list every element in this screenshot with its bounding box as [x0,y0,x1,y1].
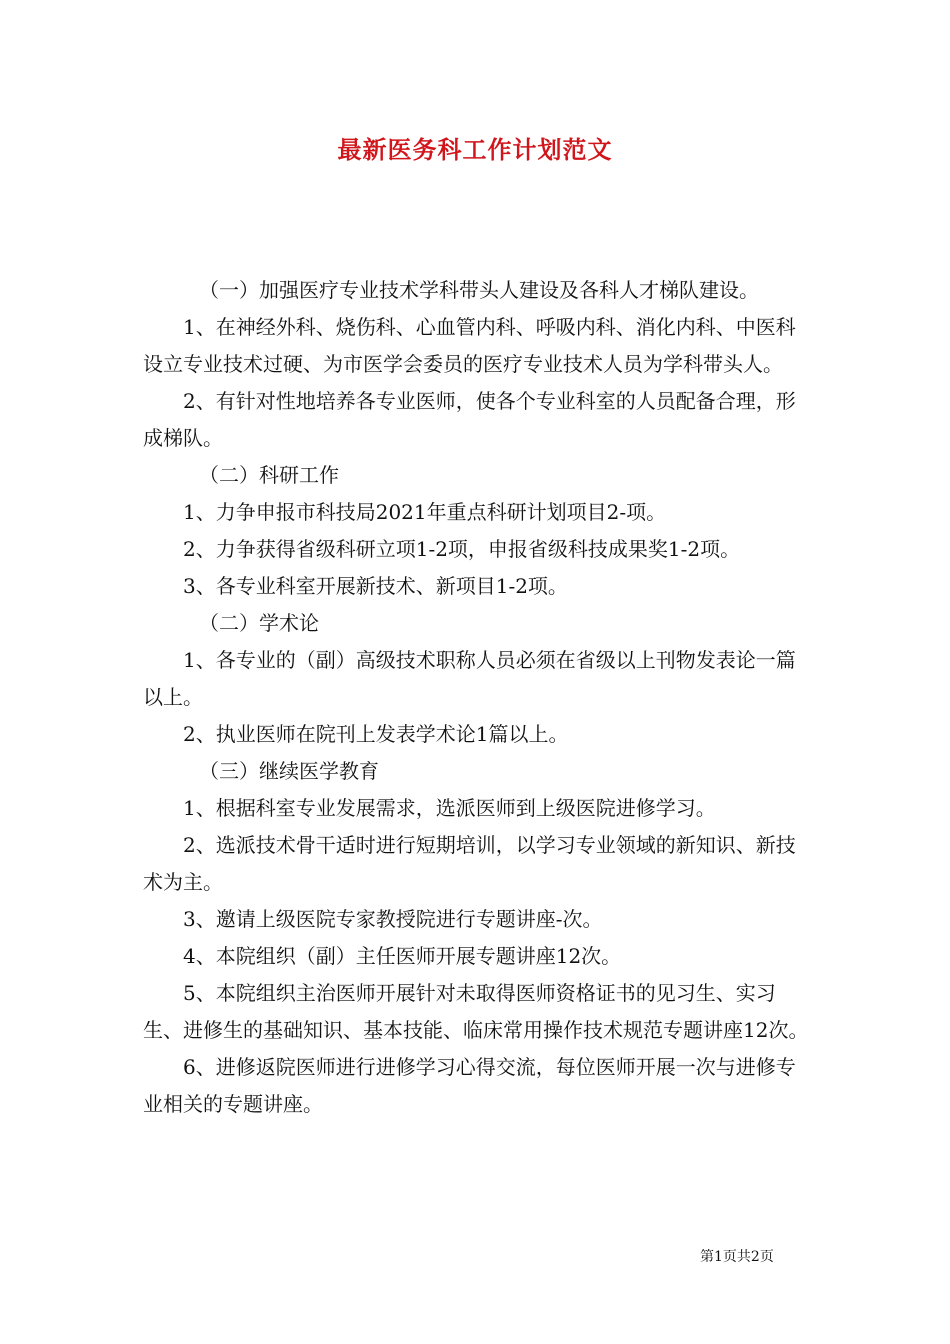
section-heading: （二）科研工作 [199,463,339,487]
page-number: 第1页共2页 [700,1249,774,1265]
body-paragraph: 6、进修返院医师进行进修学习心得交流，每位医师开展一次与进修专业相关的专题讲座。 [143,1055,796,1116]
body-paragraph: 5、本院组织主治医师开展针对未取得医师资格证书的见习生、实习生、进修生的基础知识、基本技能、临床常用操作技术规范专题讲座12次。 [143,981,809,1042]
body-paragraph: 2、执业医师在院刊上发表学术论1篇以上。 [183,722,569,746]
section-heading: （一）加强医疗专业技术学科带头人建设及各科人才梯队建设。 [199,278,759,302]
body-paragraph: 3、邀请上级医院专家教授院进行专题讲座-次。 [183,907,603,931]
body-paragraph: 1、在神经外科、烧伤科、心血管内科、呼吸内科、消化内科、中医科设立专业技术过硬、为市医学会委员的医疗专业技术人员为学科带头人。 [143,315,796,376]
body-paragraph: 1、根据科室专业发展需求，选派医师到上级医院进修学习。 [183,796,716,820]
body-paragraph: 2、选派技术骨干适时进行短期培训，以学习专业领域的新知识、新技术为主。 [143,833,796,894]
page-title: 最新医务科工作计划范文 [337,135,613,164]
section-heading: （二）学术论 [199,611,319,635]
body-paragraph: 4、本院组织（副）主任医师开展专题讲座12次。 [183,944,622,968]
body-paragraph: 2、有针对性地培养各专业医师，使各个专业科室的人员配备合理，形成梯队。 [143,389,796,450]
body-paragraph: 1、力争申报市科技局2021年重点科研计划项目2-项。 [183,500,667,524]
document-body [143,272,811,1123]
body-paragraph: 2、力争获得省级科研立项1-2项，申报省级科技成果奖1-2项。 [183,537,741,561]
body-paragraph: 1、各专业的（副）高级技术职称人员必须在省级以上刊物发表论一篇以上。 [143,648,796,709]
body-paragraph: 3、各专业科室开展新技术、新项目1-2项。 [183,574,568,598]
section-heading: （三）继续医学教育 [199,759,379,783]
